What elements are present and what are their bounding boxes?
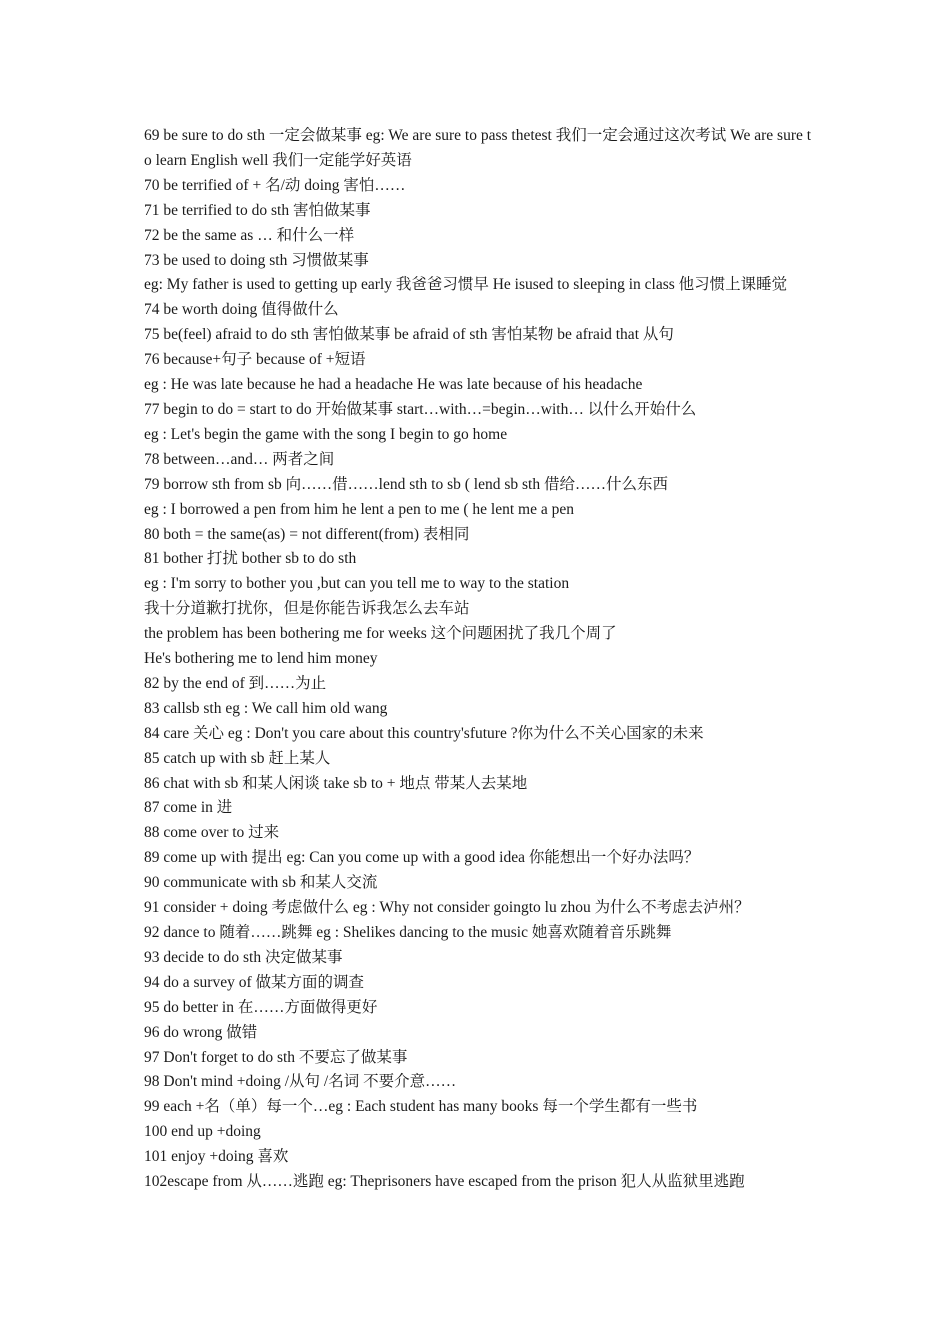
text-line: 92 dance to 随着……跳舞 eg : Shelikes dancing to the music 她喜欢随着音乐跳舞 [144, 924, 672, 941]
text-line: 98 Don't mind +doing /从句 /名词 不要介意…… [144, 1073, 457, 1091]
text-line: eg: My father is used to getting up early 我爸爸习惯早 He isused to sleeping in class 他习惯上课睡觉 [144, 276, 788, 294]
text-line: 80 both = the same(as) = not different(from) 表相同 [144, 525, 470, 543]
text-line: eg : Let's begin the game with the song I begin to go home [144, 425, 508, 443]
text-line: 71 be terrified to do sth 害怕做某事 [144, 201, 371, 219]
text-line: 72 be the same as … 和什么一样 [144, 226, 355, 244]
text-line: 78 between…and… 两者之间 [144, 450, 335, 468]
text-line: 73 be used to doing sth 习惯做某事 [144, 251, 369, 269]
text-line: 79 borrow sth from sb 向……借……lend sth to sb ( lend sb sth 借给……什么东西 [144, 475, 668, 493]
text-line: 74 be worth doing 值得做什么 [144, 301, 339, 319]
text-line: 82 by the end of 到……为止 [144, 674, 327, 692]
text-line: 91 consider + doing 考虑做什么 eg : Why not consider goingto lu zhou 为什么不考虑去泸州？ [144, 899, 750, 917]
text-line: the problem has been bothering me for weeks 这个问题困扰了我几个周了 [144, 625, 617, 643]
text-line: 我十分道歉打扰你，但是你能告诉我怎么去车站 [144, 600, 470, 618]
text-line: 93 decide to do sth 决定做某事 [144, 948, 343, 966]
text-line: 89 come up with 提出 eg: Can you come up with a good idea 你能想出一个好办法吗？ [144, 849, 700, 867]
text-line: He's bothering me to lend him money [144, 650, 378, 668]
text-line: 97 Don't forget to do sth 不要忘了做某事 [144, 1048, 408, 1066]
text-line: 88 come over to 过来 [144, 824, 280, 842]
text-line: eg : I borrowed a pen from him he lent a pen to me ( he lent me a pen [144, 500, 574, 518]
text-line: 86 chat with sb 和某人闲谈 take sb to + 地点 带某人去某地 [144, 774, 528, 792]
text-line: 94 do a survey of 做某方面的调查 [144, 973, 364, 991]
text-line: eg : I'm sorry to bother you ,but can you tell me to way to the station [144, 575, 570, 593]
document-body [144, 124, 812, 1195]
text-line: 77 begin to do = start to do 开始做某事 start…with…=begin…with… 以什么开始什么 [144, 400, 697, 418]
text-line: 101 enjoy +doing 喜欢 [144, 1148, 289, 1166]
text-line: 84 care 关心 eg : Don't you care about this country'sfuture ?你为什么不关心国家的未来 [144, 724, 704, 742]
text-line: 96 do wrong 做错 [144, 1023, 258, 1041]
text-line: 70 be terrified of + 名/动 doing 害怕…… [144, 176, 406, 194]
text-line: 90 communicate with sb 和某人交流 [144, 874, 378, 892]
text-line: 69 be sure to do sth 一定会做某事 eg: We are sure to pass thetest 我们一定会通过这次考试 We are sure to learn English well 我们一定能学好英语 [144, 127, 812, 169]
text-line: 85 catch up with sb 赶上某人 [144, 749, 331, 767]
text-line: 75 be(feel) afraid to do sth 害怕做某事 be afraid of sth 害怕某物 be afraid that 从句 [144, 326, 674, 344]
text-line: 100 end up +doing [144, 1123, 261, 1141]
text-line: 87 come in 进 [144, 799, 233, 817]
text-line: 99 each +名（单）每一个…eg : Each student has many books 每一个学生都有一些书 [144, 1098, 698, 1116]
text-line: 95 do better in 在……方面做得更好 [144, 998, 378, 1016]
text-line: eg : He was late because he had a headache He was late because of his headache [144, 376, 643, 394]
text-line: 76 because+句子 because of +短语 [144, 351, 366, 369]
text-line: 83 callsb sth eg : We call him old wang [144, 699, 388, 717]
text-line: 81 bother 打扰 bother sb to do sth [144, 550, 357, 568]
text-line: 102escape from 从……逃跑 eg: Theprisoners have escaped from the prison 犯人从监狱里逃跑 [144, 1173, 745, 1191]
